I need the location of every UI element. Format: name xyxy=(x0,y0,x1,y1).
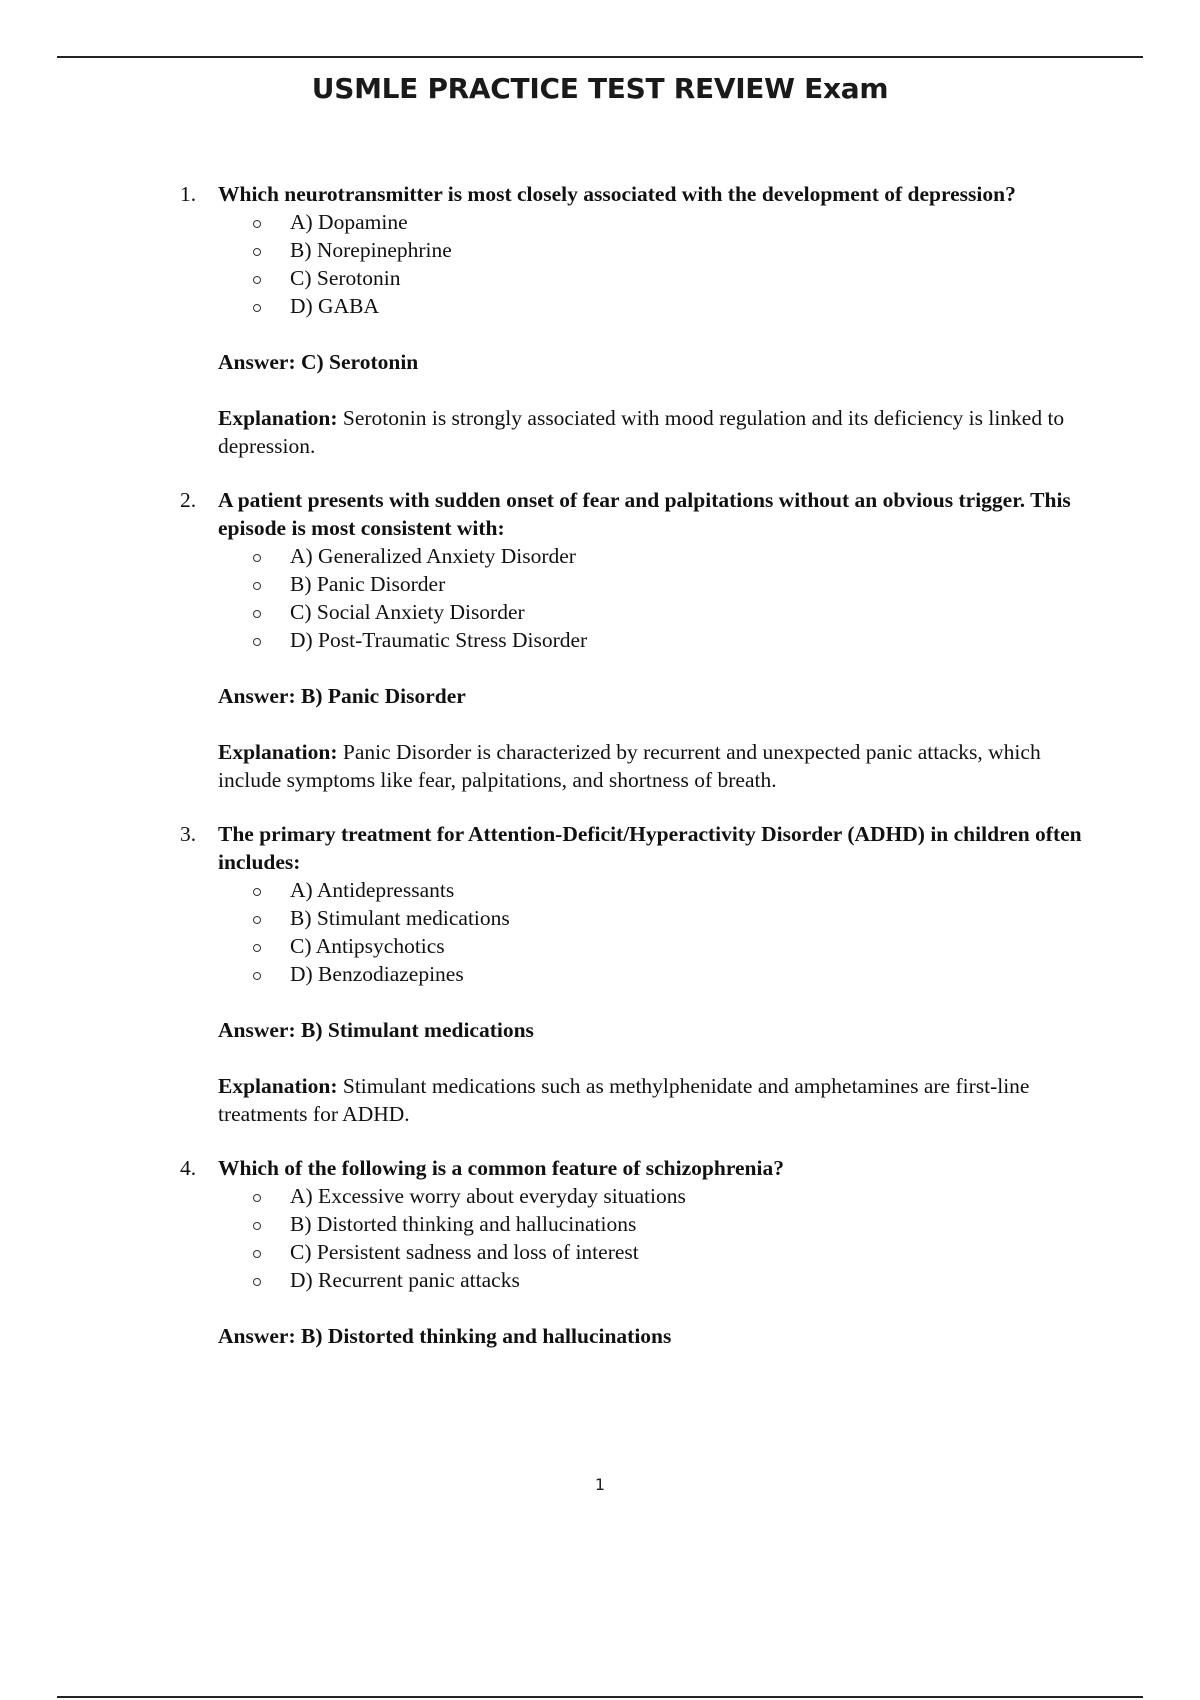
option-item xyxy=(290,932,1090,960)
answer-text: Answer: B) Stimulant medications xyxy=(218,1018,534,1042)
explanation-text: Stimulant medications such as methylphenidate and amphetamines are first-line treatments for ADHD. xyxy=(218,1074,1030,1126)
circle-bullet-icon xyxy=(253,582,261,590)
question-number: 4. xyxy=(180,1156,197,1180)
answer-text: Answer: B) Distorted thinking and hallucinations xyxy=(218,1324,672,1348)
option-list xyxy=(218,208,1090,320)
option-item xyxy=(290,236,1090,264)
question-item xyxy=(0,820,1200,1128)
option-item xyxy=(290,542,1090,570)
option-list xyxy=(218,876,1090,988)
question-number: 3. xyxy=(180,822,197,846)
circle-bullet-icon xyxy=(253,972,261,980)
top-divider xyxy=(57,56,1143,58)
explanation-text: Panic Disorder is characterized by recurrent and unexpected panic attacks, which include symptoms like fear, palpitations, and shortness of breath. xyxy=(218,740,1041,792)
option-item xyxy=(290,598,1090,626)
option-label: A) Excessive worry about everyday situations xyxy=(290,1184,686,1208)
option-label: C) Serotonin xyxy=(290,266,401,290)
circle-bullet-icon xyxy=(253,220,261,228)
question-text: Which neurotransmitter is most closely associated with the development of depression? xyxy=(218,182,1016,206)
question-text: Which of the following is a common feature of schizophrenia? xyxy=(218,1156,784,1180)
question-item xyxy=(0,1154,1200,1350)
option-item xyxy=(290,1182,1090,1210)
explanation-label: Explanation: xyxy=(218,740,338,764)
option-list xyxy=(218,542,1090,654)
option-item xyxy=(290,208,1090,236)
circle-bullet-icon xyxy=(253,638,261,646)
circle-bullet-icon xyxy=(253,304,261,312)
explanation xyxy=(218,1072,1090,1128)
bottom-divider xyxy=(57,1696,1143,1698)
circle-bullet-icon xyxy=(253,276,261,284)
explanation xyxy=(218,738,1090,794)
option-item xyxy=(290,1238,1090,1266)
circle-bullet-icon xyxy=(253,554,261,562)
explanation-label: Explanation: xyxy=(218,406,338,430)
option-label: C) Persistent sadness and loss of interest xyxy=(290,1240,639,1264)
option-item xyxy=(290,876,1090,904)
circle-bullet-icon xyxy=(253,1278,261,1286)
option-label: C) Antipsychotics xyxy=(290,934,445,958)
option-label: B) Norepinephrine xyxy=(290,238,452,262)
circle-bullet-icon xyxy=(253,1194,261,1202)
option-label: D) Post-Traumatic Stress Disorder xyxy=(290,628,588,652)
option-label: A) Generalized Anxiety Disorder xyxy=(290,544,576,568)
explanation-label: Explanation: xyxy=(218,1074,338,1098)
option-item xyxy=(290,264,1090,292)
explanation xyxy=(218,404,1090,460)
circle-bullet-icon xyxy=(253,944,261,952)
circle-bullet-icon xyxy=(253,1250,261,1258)
page-title: USMLE PRACTICE TEST REVIEW Exam xyxy=(311,72,889,105)
question-number: 2. xyxy=(180,488,197,512)
circle-bullet-icon xyxy=(253,1222,261,1230)
option-label: B) Panic Disorder xyxy=(290,572,446,596)
answer-text: Answer: C) Serotonin xyxy=(218,350,419,374)
option-label: D) GABA xyxy=(290,294,379,318)
option-item xyxy=(290,904,1090,932)
option-label: A) Antidepressants xyxy=(290,878,455,902)
circle-bullet-icon xyxy=(253,888,261,896)
answer-text: Answer: B) Panic Disorder xyxy=(218,684,466,708)
question-item xyxy=(0,486,1200,794)
page-number: 1 xyxy=(594,1475,606,1494)
question-text: The primary treatment for Attention-Deficit/Hyperactivity Disorder (ADHD) in children often includes: xyxy=(218,822,1082,874)
circle-bullet-icon xyxy=(253,916,261,924)
question-number: 1. xyxy=(180,182,197,206)
option-item xyxy=(290,1210,1090,1238)
option-item xyxy=(290,570,1090,598)
circle-bullet-icon xyxy=(253,248,261,256)
option-item xyxy=(290,960,1090,988)
option-item xyxy=(290,292,1090,320)
explanation-text: Serotonin is strongly associated with mood regulation and its deficiency is linked to depression. xyxy=(218,406,1065,458)
option-label: D) Recurrent panic attacks xyxy=(290,1268,520,1292)
question-text: A patient presents with sudden onset of fear and palpitations without an obvious trigger. This episode is most consistent with: xyxy=(218,488,1071,540)
option-item xyxy=(290,1266,1090,1294)
option-item xyxy=(290,626,1090,654)
question-item xyxy=(0,180,1200,460)
option-label: C) Social Anxiety Disorder xyxy=(290,600,525,624)
option-label: A) Dopamine xyxy=(290,210,408,234)
option-label: B) Distorted thinking and hallucinations xyxy=(290,1212,637,1236)
option-list xyxy=(218,1182,1090,1294)
question-list xyxy=(0,180,1200,1376)
option-label: D) Benzodiazepines xyxy=(290,962,464,986)
circle-bullet-icon xyxy=(253,610,261,618)
option-label: B) Stimulant medications xyxy=(290,906,510,930)
